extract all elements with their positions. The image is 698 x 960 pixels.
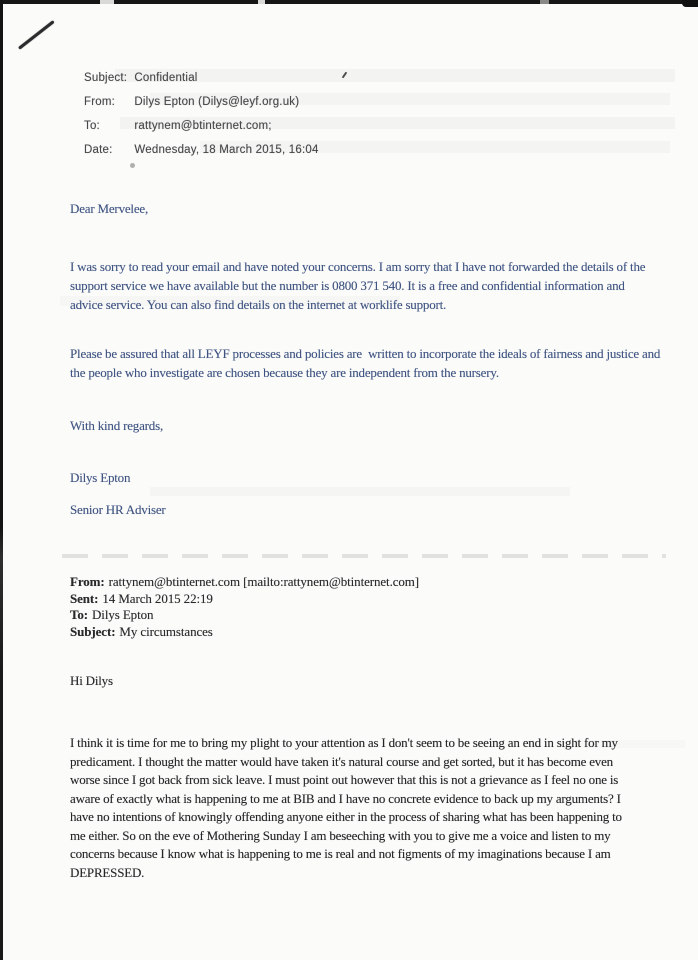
scan-edge-left (0, 0, 3, 960)
quoted-label: From: (70, 574, 105, 589)
header-label: From: (84, 96, 116, 108)
quoted-row-from (70, 574, 419, 591)
header-label: Date: (84, 144, 113, 156)
signature-title: Senior HR Adviser (70, 502, 166, 517)
scan-streak (62, 554, 666, 558)
reply-paragraph: I was sorry to read your email and have noted your concerns. I am sorry that I have not forwarded the details of the support service we have available but the number is 0800 371 540. It is a free and confidential information and advice service. You can also find details on the internet at worklife support. (70, 259, 649, 312)
scan-streak (150, 487, 570, 496)
header-value: Dilys Epton (Dilys@leyf.org.uk) (134, 96, 300, 108)
header-row-to (84, 119, 319, 143)
header-row-date (84, 143, 319, 167)
scan-edge-gap (100, 0, 114, 4)
header-value: Wednesday, 18 March 2015, 16:04 (134, 144, 319, 156)
quoted-value: rattynem@btinternet.com [mailto:rattynem@btinternet.com] (108, 574, 420, 589)
reply-paragraph: Please be assured that all LEYF processes and policies are written to incorporate the ideals of fairness and justice and the people who investigate are chosen because they are independent from the nursery. (70, 346, 664, 380)
header-value: rattynem@btinternet.com; (134, 120, 272, 132)
scan-corner-notch (682, 0, 698, 7)
ink-speck (342, 72, 348, 79)
quoted-row-to (70, 607, 419, 624)
original-salutation: Hi Dilys (70, 673, 113, 688)
header-row-from (84, 95, 319, 119)
quoted-row-subject (70, 624, 419, 641)
header-value: Confidential (134, 72, 198, 84)
scan-edge-gap (540, 0, 549, 4)
quoted-label: Sent: (70, 590, 99, 606)
original-body: I think it is time for me to bring my plight to your attention as I don't seem to be seeing an end in sight for my predicament. I thought the matter would have taken it's natural course and get sorted, but it has become even worse since I got back from sick leave. I must point out however that this is not a grievance as I feel no one is aware of exactly what is happening to me at BIB and I have no concrete evidence to back up my arguments? I have no intentions of knowingly offending anyone either in the process of sharing what has been happening to me either. So on the eve of Mothering Sunday I am beseeching with you to give me a voice and listen to my concerns because I know what is happening to me is real and not figments of my imaginations because I am DEPRESSED. (70, 735, 625, 880)
quoted-label: Subject: (70, 623, 116, 639)
header-label: To: (84, 120, 100, 132)
reply-salutation: Dear Mervelee, (70, 201, 149, 216)
scan-edge-gap (258, 0, 265, 4)
quoted-label: To: (70, 607, 89, 622)
reply-closing: With kind regards, (70, 418, 163, 433)
quoted-value: 14 March 2015 22:19 (102, 590, 213, 606)
pen-mark (18, 20, 55, 49)
scan-edge-top (0, 0, 698, 4)
quoted-value: My circumstances (119, 623, 213, 639)
quoted-value: Dilys Epton (92, 607, 154, 622)
quoted-row-sent (70, 591, 419, 608)
quoted-header (70, 574, 419, 640)
header-label: Subject: (84, 72, 128, 84)
signature-name: Dilys Epton (70, 470, 131, 485)
header-row-subject (84, 71, 319, 95)
email-header (84, 71, 319, 167)
